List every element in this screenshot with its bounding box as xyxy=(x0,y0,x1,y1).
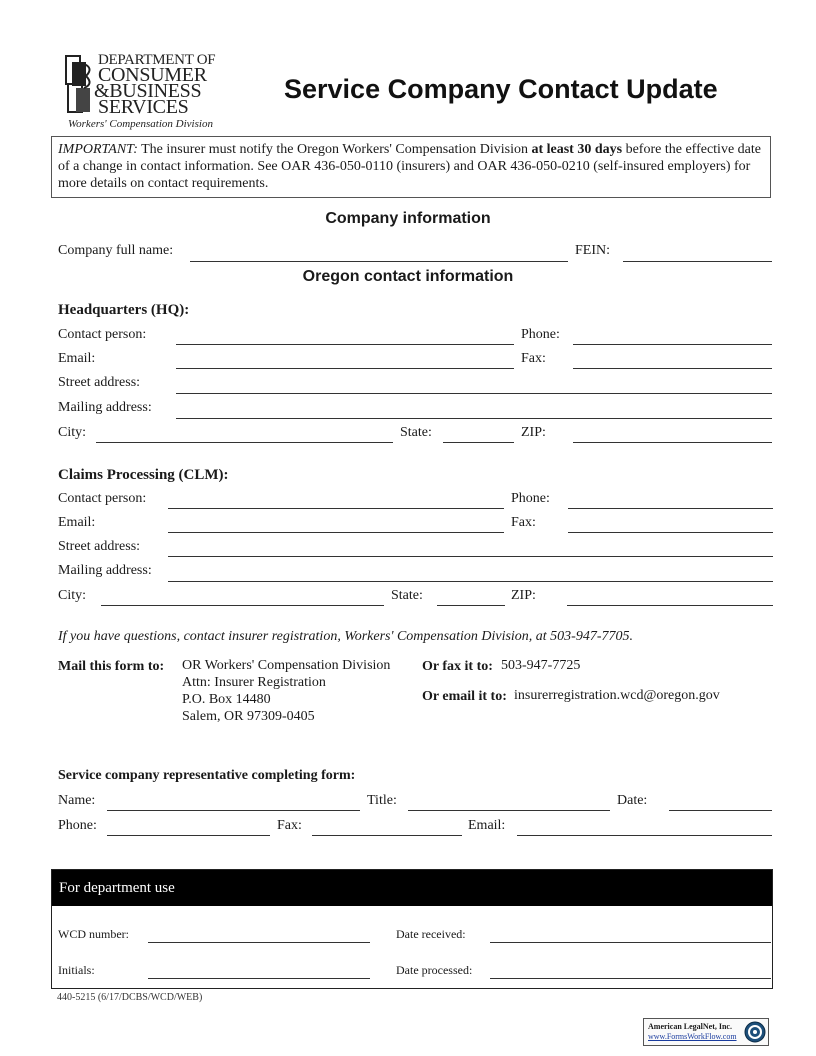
legalnet-badge[interactable] xyxy=(643,1018,769,1046)
clm-heading: Claims Processing (CLM): xyxy=(58,467,229,483)
rep-title-input[interactable] xyxy=(408,791,610,809)
rep-phone-input[interactable] xyxy=(107,816,270,834)
notice-important-label: IMPORTANT: xyxy=(58,142,138,157)
company-info-heading: Company information xyxy=(325,210,491,227)
hq-street-input[interactable] xyxy=(176,374,772,392)
hq-phone-input[interactable] xyxy=(573,325,772,343)
rep-date-input[interactable] xyxy=(669,791,772,809)
mail-line-1: OR Workers' Compensation Division xyxy=(182,658,391,673)
rep-email-label: Email: xyxy=(468,818,506,833)
hq-mailing-input[interactable] xyxy=(176,399,772,417)
form-code: 440-5215 (6/17/DCBS/WCD/WEB) xyxy=(57,992,203,1003)
company-name-label: Company full name: xyxy=(58,243,174,258)
logo-line-4: SERVICES xyxy=(98,96,189,118)
clm-street-label: Street address: xyxy=(58,539,141,554)
logo-division: Workers' Compensation Division xyxy=(68,118,213,130)
department-use-box xyxy=(51,869,773,989)
clm-zip-label: ZIP: xyxy=(511,588,536,603)
hq-city-label: City: xyxy=(58,425,87,440)
page-title: Service Company Contact Update xyxy=(284,74,718,104)
rep-email-input[interactable] xyxy=(517,816,772,834)
date-received-input[interactable] xyxy=(490,924,771,942)
hq-email-label: Email: xyxy=(58,351,96,366)
clm-contact-label: Contact person: xyxy=(58,491,147,506)
clm-phone-label: Phone: xyxy=(511,491,550,506)
globe-icon xyxy=(744,1021,766,1043)
initials-label: Initials: xyxy=(58,963,95,977)
rep-phone-label: Phone: xyxy=(58,818,97,833)
date-received-label: Date received: xyxy=(396,927,466,941)
hq-contact-label: Contact person: xyxy=(58,327,147,342)
date-processed-label: Date processed: xyxy=(396,963,473,977)
rep-fax-input[interactable] xyxy=(312,816,462,834)
email-to-label: Or email it to: xyxy=(422,689,507,704)
initials-input[interactable] xyxy=(148,960,370,978)
logo-line-1: DEPARTMENT OF xyxy=(98,52,216,68)
notice-text-1: The insurer must notify the Oregon Workers' Compensation Division xyxy=(137,142,532,157)
date-processed-input[interactable] xyxy=(490,960,771,978)
notice-emphasis: at least 30 days xyxy=(531,142,623,157)
hq-email-input[interactable] xyxy=(176,349,514,367)
hq-mailing-label: Mailing address: xyxy=(58,400,152,415)
wcd-number-label: WCD number: xyxy=(58,927,129,941)
clm-state-input[interactable] xyxy=(437,586,505,604)
hq-fax-label: Fax: xyxy=(521,351,546,366)
clm-phone-input[interactable] xyxy=(568,489,773,507)
hq-phone-label: Phone: xyxy=(521,327,560,342)
logo-line-3: &BUSINESS xyxy=(94,80,202,102)
notice-text-2: before the effective date of a change in contact information. See OAR 436-050-0110 (insurers) and OAR 436-050-0210 (self-insured employers) for more details on contact requirements. xyxy=(58,142,761,191)
logo-line-2: CONSUMER xyxy=(98,64,207,86)
clm-state-label: State: xyxy=(391,588,423,603)
questions-note: If you have questions, contact insurer registration, Workers' Compensation Division, at 503-947-7705. xyxy=(58,629,634,644)
hq-state-label: State: xyxy=(400,425,432,440)
fein-label: FEIN: xyxy=(575,243,610,258)
mail-line-2: Attn: Insurer Registration xyxy=(182,675,326,690)
hq-fax-input[interactable] xyxy=(573,349,772,367)
rep-heading: Service company representative completing form: xyxy=(58,768,356,783)
important-notice xyxy=(51,136,771,198)
clm-fax-label: Fax: xyxy=(511,515,536,530)
clm-zip-input[interactable] xyxy=(567,586,773,604)
hq-state-input[interactable] xyxy=(443,423,514,441)
mail-line-4: Salem, OR 97309-0405 xyxy=(182,709,315,724)
clm-email-label: Email: xyxy=(58,515,96,530)
clm-street-input[interactable] xyxy=(168,537,773,555)
email-to-value[interactable]: insurerregistration.wcd@oregon.gov xyxy=(514,688,720,703)
fein-input[interactable] xyxy=(623,242,772,260)
dcbs-logo-mark xyxy=(64,54,98,116)
fax-to-value: 503-947-7725 xyxy=(501,658,581,673)
rep-name-label: Name: xyxy=(58,793,96,808)
rep-fax-label: Fax: xyxy=(277,818,302,833)
clm-mailing-input[interactable] xyxy=(168,562,773,580)
company-name-input[interactable] xyxy=(190,242,568,260)
badge-line-2: www.FormsWorkFlow.com xyxy=(648,1032,737,1041)
mail-label: Mail this form to: xyxy=(58,659,165,674)
rep-date-label: Date: xyxy=(617,793,648,808)
dcbs-logo-text xyxy=(94,52,216,118)
wcd-number-input[interactable] xyxy=(148,924,370,942)
hq-heading: Headquarters (HQ): xyxy=(58,302,190,318)
clm-city-label: City: xyxy=(58,588,87,603)
clm-fax-input[interactable] xyxy=(568,513,773,531)
hq-contact-input[interactable] xyxy=(176,325,514,343)
clm-email-input[interactable] xyxy=(168,513,504,531)
badge-line-1: American LegalNet, Inc. xyxy=(648,1022,732,1031)
clm-city-input[interactable] xyxy=(101,586,384,604)
fax-to-label: Or fax it to: xyxy=(422,659,493,674)
rep-title-label: Title: xyxy=(367,793,397,808)
hq-zip-input[interactable] xyxy=(573,423,772,441)
rep-name-input[interactable] xyxy=(107,791,360,809)
department-use-heading: For department use xyxy=(52,870,772,906)
oregon-contact-heading: Oregon contact information xyxy=(302,268,514,285)
hq-street-label: Street address: xyxy=(58,375,141,390)
clm-contact-input[interactable] xyxy=(168,489,504,507)
hq-city-input[interactable] xyxy=(96,423,393,441)
clm-mailing-label: Mailing address: xyxy=(58,563,152,578)
mail-line-3: P.O. Box 14480 xyxy=(182,692,271,707)
hq-zip-label: ZIP: xyxy=(521,425,546,440)
